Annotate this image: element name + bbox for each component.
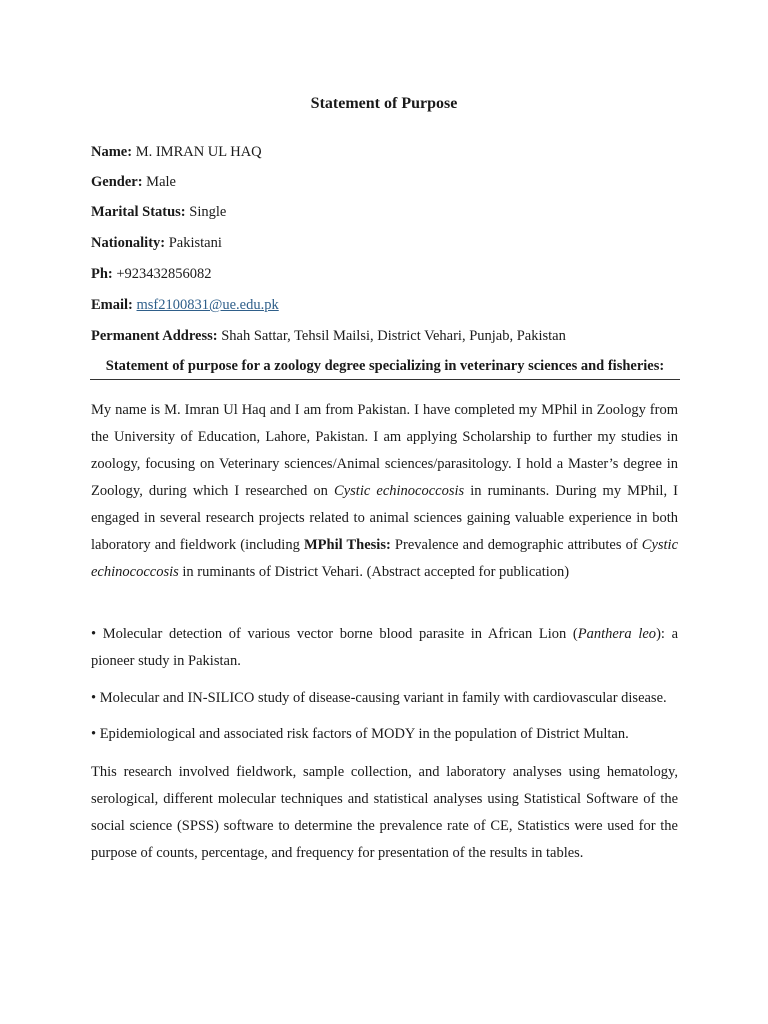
intro-text-1: My name is M. Imran Ul Haq and I am from Pakistan. I have completed my MPhil in Zoology from the University of Education, Lahore, Pakistan. I am applying Scholarship to further my studies in zoology, focusing on Veterinary sciences/Animal sciences/parasitology. I hold a Master’s degree in Zoology, during which I researched on	[91, 402, 678, 499]
nationality-value: Pakistani	[168, 235, 222, 251]
intro-text-4: in ruminants of District Vehari. (Abstract accepted for publication)	[178, 564, 570, 580]
bullet1-text-1: • Molecular detection of various vector borne blood parasite in African Lion (	[91, 626, 578, 642]
marital-status-value: Single	[189, 204, 227, 220]
name-value: M. IMRAN UL HAQ	[135, 144, 262, 160]
bullet1-text-2: ): a pioneer study in Pakistan.	[91, 626, 679, 669]
intro-text-2: in ruminants. During my MPhil, I engaged in several research projects related to animal sciences gaining valuable experience in both laboratory and fieldwork (including	[91, 483, 679, 553]
intro-bold-thesis: MPhil Thesis:	[303, 537, 391, 553]
marital-status-label: Marital Status:	[91, 204, 186, 220]
phone-label: Ph:	[91, 266, 113, 282]
bullet-item	[91, 621, 678, 675]
email-field	[91, 295, 279, 315]
address-label: Permanent Address:	[91, 328, 218, 344]
gender-field	[91, 172, 176, 192]
nationality-label: Nationality:	[91, 235, 166, 251]
bullet-item: • Molecular and IN-SILICO study of disease-causing variant in family with cardiovascular disease.	[91, 690, 667, 706]
email-link[interactable]: msf2100831@ue.edu.pk	[136, 297, 279, 313]
nationality-field	[91, 233, 222, 253]
document-title: Statement of Purpose	[310, 95, 458, 112]
intro-italic-1: Cystic echinococcosis	[334, 483, 465, 499]
intro-italic-2: Cystic echinococcosis	[91, 537, 679, 580]
name-field	[91, 142, 262, 162]
name-label: Name:	[91, 144, 133, 160]
research-paragraph: This research involved fieldwork, sample collection, and laboratory analyses using hematology, serological, different molecular techniques and statistical analyses using Statistical Software of the social science (SPSS) software to determine the prevalence rate of CE, Statistics were used for the purpose of counts, percentage, and frequency for presentation of the results in tables.	[91, 764, 678, 861]
marital-status-field	[91, 202, 226, 222]
gender-value: Male	[146, 174, 176, 190]
email-label: Email:	[91, 297, 133, 313]
bullet1-italic: Panthera leo	[577, 626, 657, 642]
gender-label: Gender:	[91, 174, 143, 190]
section-heading: Statement of purpose for a zoology degree specializing in veterinary sciences and fisheries:	[90, 356, 680, 380]
phone-field	[91, 264, 212, 284]
intro-text-3: Prevalence and demographic attributes of	[390, 537, 642, 553]
bullet-item: • Epidemiological and associated risk factors of MODY in the population of District Multan.	[91, 726, 629, 742]
address-field	[91, 326, 566, 346]
address-value: Shah Sattar, Tehsil Mailsi, District Vehari, Punjab, Pakistan	[221, 328, 566, 344]
intro-paragraph	[91, 397, 678, 586]
phone-value: +923432856082	[116, 266, 212, 282]
